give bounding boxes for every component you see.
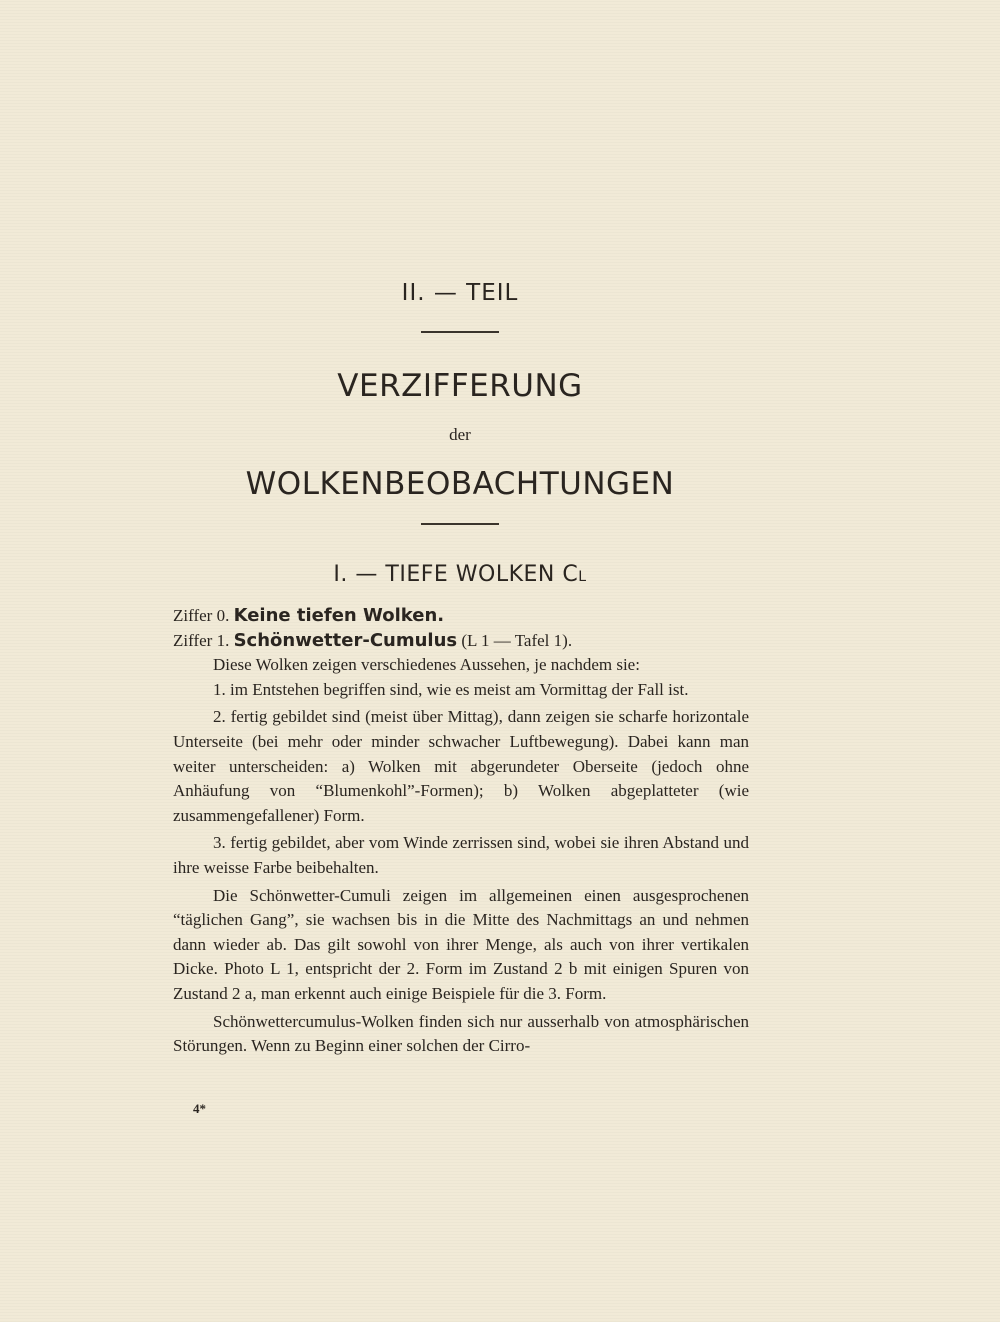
entry-name: Keine tiefen Wolken. xyxy=(233,605,445,626)
entry-label: Ziffer 1. xyxy=(173,630,230,650)
paragraph-item-2: 2. fertig gebildet sind (meist über Mittag), dann zeigen sie scharfe horizontale Unterseite (bei mehr oder minder schwacher Luftbewegung). Dabei kann man weiter unterscheiden: a) Wolken mit abgerundeter Oberseite (jedoch ohne Anhäufung von “Blumenkohl”-Formen); b) Wolken abgeplatteter (wie zusammengefallener) Form. xyxy=(173,707,749,825)
entry-ziffer-1 xyxy=(173,629,749,654)
section-heading-text: I. — TIEFE WOLKEN xyxy=(333,562,555,587)
entry-name: Schönwetter-Cumulus xyxy=(233,629,458,651)
entry-label: Ziffer 0. xyxy=(173,606,230,625)
section-symbol-main: C xyxy=(562,562,579,587)
part-heading: II. — TEIL xyxy=(401,280,519,306)
entry-ziffer-0 xyxy=(173,604,749,629)
paragraph-intro: Diese Wolken zeigen verschiedenes Aussehen, je nachdem sie: xyxy=(213,655,640,675)
paragraph-disturbances: Schönwettercumulus-Wolken finden sich nur ausserhalb von atmosphärischen Störungen. Wenn zu Beginn einer solchen der Cirro- xyxy=(173,1011,749,1056)
paragraph-daily-cycle: Die Schönwetter-Cumuli zeigen im allgemeinen einen ausgesprochenen “täglichen Gang”, sie wachsen bis in die Mitte des Nachmittags an und nehmen dann wieder ab. Das gilt sowohl von ihrer Menge, als auch von ihrer vertikalen Dicke. Photo L 1, entspricht der 2. Form im Zustand 2 b mit einigen Spuren von Zustand 2 a, man erkennt auch einige Beispiele für die 3. Form. xyxy=(173,885,749,1003)
divider-rule-bottom xyxy=(421,523,499,525)
page-title: VERZIFFERUNG xyxy=(337,368,583,404)
section-symbol xyxy=(562,562,586,587)
section-heading xyxy=(0,562,920,587)
body-text xyxy=(173,604,749,1059)
title-connector: der xyxy=(449,425,471,444)
paragraph-item-3: 3. fertig gebildet, aber vom Winde zerrissen sind, wobei sie ihren Abstand und ihre weisse Farbe beibehalten. xyxy=(173,833,749,877)
page-folio: 4* xyxy=(193,1101,206,1116)
divider-rule-top xyxy=(421,331,499,333)
entry-reference: (L 1 — Tafel 1). xyxy=(461,630,573,650)
paragraph-item-1: 1. im Entstehen begriffen sind, wie es meist am Vormittag der Fall ist. xyxy=(213,679,689,699)
page-subtitle: WOLKENBEOBACHTUNGEN xyxy=(245,466,675,502)
section-symbol-subscript: L xyxy=(578,569,587,585)
